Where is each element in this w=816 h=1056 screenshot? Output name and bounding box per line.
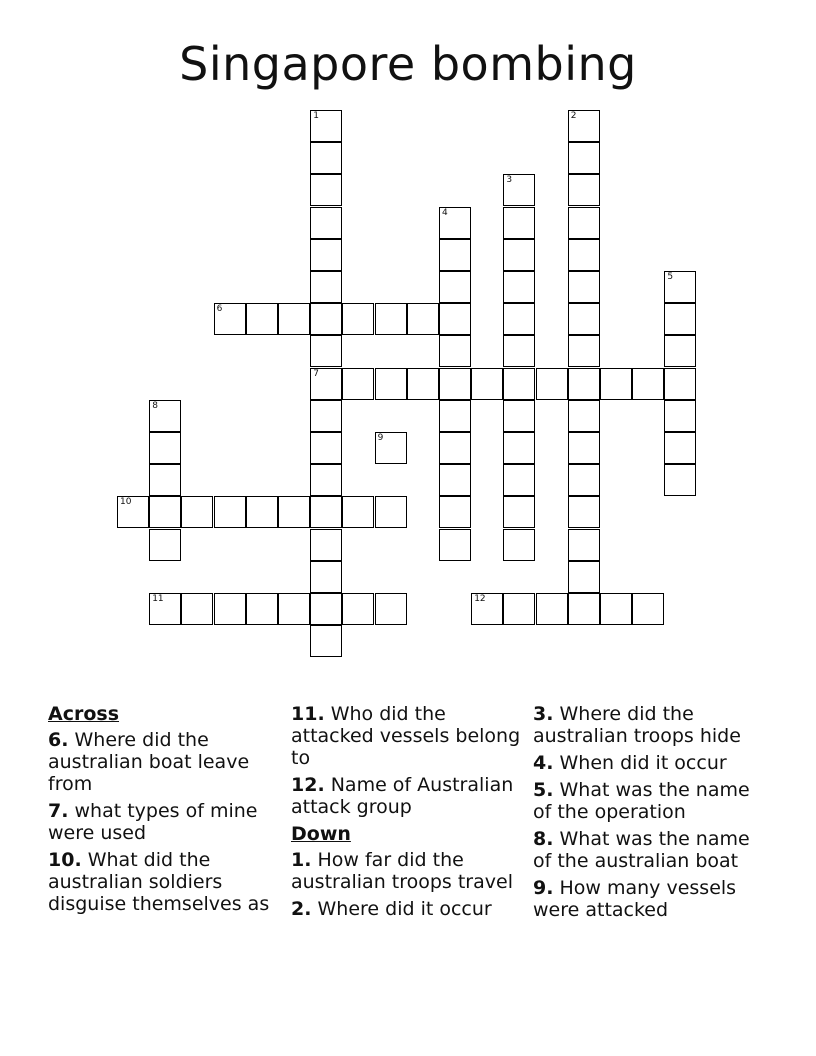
grid-cell[interactable] <box>439 239 471 271</box>
cell-number: 2 <box>570 111 577 121</box>
grid-cell[interactable] <box>310 207 342 239</box>
grid-cell[interactable] <box>632 368 664 400</box>
grid-cell[interactable] <box>600 593 632 625</box>
grid-cell[interactable] <box>310 625 342 657</box>
clue-number: 11. <box>291 703 325 725</box>
grid-cell[interactable] <box>310 239 342 271</box>
grid-cell[interactable] <box>536 593 568 625</box>
grid-cell[interactable] <box>310 529 342 561</box>
cell-number: 9 <box>377 433 384 443</box>
clue-number: 1. <box>291 849 312 871</box>
grid-cell[interactable] <box>149 400 181 432</box>
clue-text: Where did it occur <box>317 898 492 920</box>
grid-cell[interactable] <box>568 368 600 400</box>
clue-number: 6. <box>48 729 69 751</box>
grid-cell[interactable] <box>632 593 664 625</box>
grid-cell[interactable] <box>310 400 342 432</box>
clue-number: 2. <box>291 898 312 920</box>
grid-cell[interactable] <box>503 400 535 432</box>
grid-cell[interactable] <box>664 464 696 496</box>
grid-cell[interactable] <box>439 400 471 432</box>
grid-cell[interactable] <box>439 529 471 561</box>
grid-cell[interactable] <box>375 303 407 335</box>
grid-cell[interactable] <box>149 496 181 528</box>
cell-number: 1 <box>313 111 319 121</box>
grid-cell[interactable] <box>439 496 471 528</box>
grid-cell[interactable] <box>407 303 439 335</box>
grid-cell[interactable] <box>503 368 535 400</box>
grid-cell[interactable] <box>503 174 535 206</box>
grid-cell[interactable] <box>568 400 600 432</box>
grid-cell[interactable] <box>503 207 535 239</box>
grid-cell[interactable] <box>568 561 600 593</box>
grid-cell[interactable] <box>568 303 600 335</box>
grid-cell[interactable] <box>503 303 535 335</box>
clue-text: Where did the australian troops hide <box>533 703 741 747</box>
clue-across-10 <box>48 849 283 915</box>
cell-number: 4 <box>442 207 448 218</box>
clues-column-1 <box>48 703 283 920</box>
grid-cell[interactable] <box>568 432 600 464</box>
grid-cell[interactable] <box>214 496 246 528</box>
grid-cell[interactable] <box>342 368 374 400</box>
clue-text: Name of Australian attack group <box>291 774 514 818</box>
clue-text: How many vessels were attacked <box>533 877 737 921</box>
clue-text: what types of mine were used <box>48 800 258 844</box>
grid-cell[interactable] <box>181 593 213 625</box>
grid-cell[interactable] <box>310 335 342 367</box>
clues-column-2 <box>291 703 529 925</box>
grid-cell[interactable] <box>342 593 374 625</box>
clue-number: 8. <box>533 828 554 850</box>
clue-text: What was the name of the australian boat <box>533 828 750 872</box>
grid-cell[interactable] <box>471 593 503 625</box>
clue-across-12 <box>291 774 529 818</box>
grid-cell[interactable] <box>342 496 374 528</box>
grid-cell[interactable] <box>375 496 407 528</box>
cell-number: 3 <box>506 175 513 186</box>
grid-cell[interactable] <box>568 207 600 239</box>
clue-number: 5. <box>533 779 554 801</box>
clues-column-3 <box>533 703 773 926</box>
grid-cell[interactable] <box>568 142 600 174</box>
grid-cell[interactable] <box>310 593 342 625</box>
grid-cell[interactable] <box>568 271 600 303</box>
clue-number: 10. <box>48 849 82 871</box>
grid-cell[interactable] <box>310 110 342 142</box>
grid-cell[interactable] <box>149 529 181 561</box>
grid-cell[interactable] <box>117 496 149 528</box>
grid-cell[interactable] <box>278 303 310 335</box>
grid-cell[interactable] <box>568 464 600 496</box>
grid-cell[interactable] <box>536 368 568 400</box>
grid-cell[interactable] <box>503 432 535 464</box>
grid-cell[interactable] <box>342 303 374 335</box>
grid-cell[interactable] <box>439 432 471 464</box>
clue-text: When did it occur <box>559 752 727 774</box>
clue-number: 3. <box>533 703 554 725</box>
clue-text: What did the australian soldiers disguise themselves as <box>48 849 270 915</box>
grid-cell[interactable] <box>664 303 696 335</box>
grid-cell[interactable] <box>149 593 181 625</box>
grid-cell[interactable] <box>310 271 342 303</box>
grid-cell[interactable] <box>471 368 503 400</box>
across-heading: Across <box>48 703 120 725</box>
grid-cell[interactable] <box>439 271 471 303</box>
grid-cell[interactable] <box>568 593 600 625</box>
clue-down-5 <box>533 779 773 823</box>
grid-cell[interactable] <box>439 368 471 400</box>
grid-cell[interactable] <box>310 464 342 496</box>
clue-down-1 <box>291 849 529 893</box>
grid-cell[interactable] <box>439 464 471 496</box>
grid-cell[interactable] <box>310 432 342 464</box>
clue-text: Where did the australian boat leave from <box>48 729 250 795</box>
grid-cell[interactable] <box>503 464 535 496</box>
grid-cell[interactable] <box>439 207 471 239</box>
grid-cell[interactable] <box>149 464 181 496</box>
down-heading: Down <box>291 823 351 845</box>
grid-cell[interactable] <box>278 496 310 528</box>
grid-cell[interactable] <box>568 110 600 142</box>
cell-number: 11 <box>152 594 164 604</box>
clue-number: 9. <box>533 877 554 899</box>
grid-cell[interactable] <box>568 496 600 528</box>
cell-number: 7 <box>313 368 319 379</box>
grid-cell[interactable] <box>375 368 407 400</box>
grid-cell[interactable] <box>310 368 342 400</box>
grid-cell[interactable] <box>439 335 471 367</box>
grid-cell[interactable] <box>375 432 407 464</box>
clue-across-7 <box>48 800 283 844</box>
grid-cell[interactable] <box>664 400 696 432</box>
grid-cell[interactable] <box>439 303 471 335</box>
grid-cell[interactable] <box>375 593 407 625</box>
grid-cell[interactable] <box>246 496 278 528</box>
grid-cell[interactable] <box>503 239 535 271</box>
grid-cell[interactable] <box>503 496 535 528</box>
grid-cell[interactable] <box>310 174 342 206</box>
grid-cell[interactable] <box>664 432 696 464</box>
grid-cell[interactable] <box>568 239 600 271</box>
grid-cell[interactable] <box>246 593 278 625</box>
grid-cell[interactable] <box>664 335 696 367</box>
grid-cell[interactable] <box>600 368 632 400</box>
cell-number: 12 <box>474 594 486 604</box>
grid-cell[interactable] <box>310 303 342 335</box>
cell-number: 8 <box>152 400 158 411</box>
grid-cell[interactable] <box>503 593 535 625</box>
clue-number: 4. <box>533 752 554 774</box>
clue-number: 7. <box>48 800 69 822</box>
clue-down-2 <box>291 898 529 920</box>
clue-down-4 <box>533 752 773 774</box>
grid-cell[interactable] <box>149 432 181 464</box>
grid-cell[interactable] <box>278 593 310 625</box>
clue-text: How far did the australian troops travel <box>291 849 513 893</box>
grid-cell[interactable] <box>503 271 535 303</box>
cell-number: 10 <box>120 497 132 508</box>
clue-down-9 <box>533 877 773 921</box>
grid-cell[interactable] <box>568 335 600 367</box>
grid-cell[interactable] <box>407 368 439 400</box>
clue-across-11 <box>291 703 529 769</box>
cell-number: 5 <box>667 272 674 282</box>
grid-cell[interactable] <box>503 335 535 367</box>
grid-cell[interactable] <box>214 593 246 625</box>
grid-cell[interactable] <box>181 496 213 528</box>
grid-cell[interactable] <box>568 174 600 206</box>
clue-down-8 <box>533 828 773 872</box>
clue-down-3 <box>533 703 773 747</box>
grid-cell[interactable] <box>503 529 535 561</box>
grid-cell[interactable] <box>664 271 696 303</box>
grid-cell[interactable] <box>664 368 696 400</box>
grid-cell[interactable] <box>246 303 278 335</box>
page-title: Singapore bombing <box>179 37 637 91</box>
clue-text: What was the name of the operation <box>533 779 750 823</box>
grid-cell[interactable] <box>310 496 342 528</box>
clue-across-6 <box>48 729 283 795</box>
clue-text: Who did the attacked vessels belong to <box>291 703 521 769</box>
cell-number: 6 <box>216 304 223 315</box>
grid-cell[interactable] <box>310 561 342 593</box>
grid-cell[interactable] <box>214 303 246 335</box>
grid-cell[interactable] <box>310 142 342 174</box>
grid-cell[interactable] <box>568 529 600 561</box>
clue-number: 12. <box>291 774 325 796</box>
